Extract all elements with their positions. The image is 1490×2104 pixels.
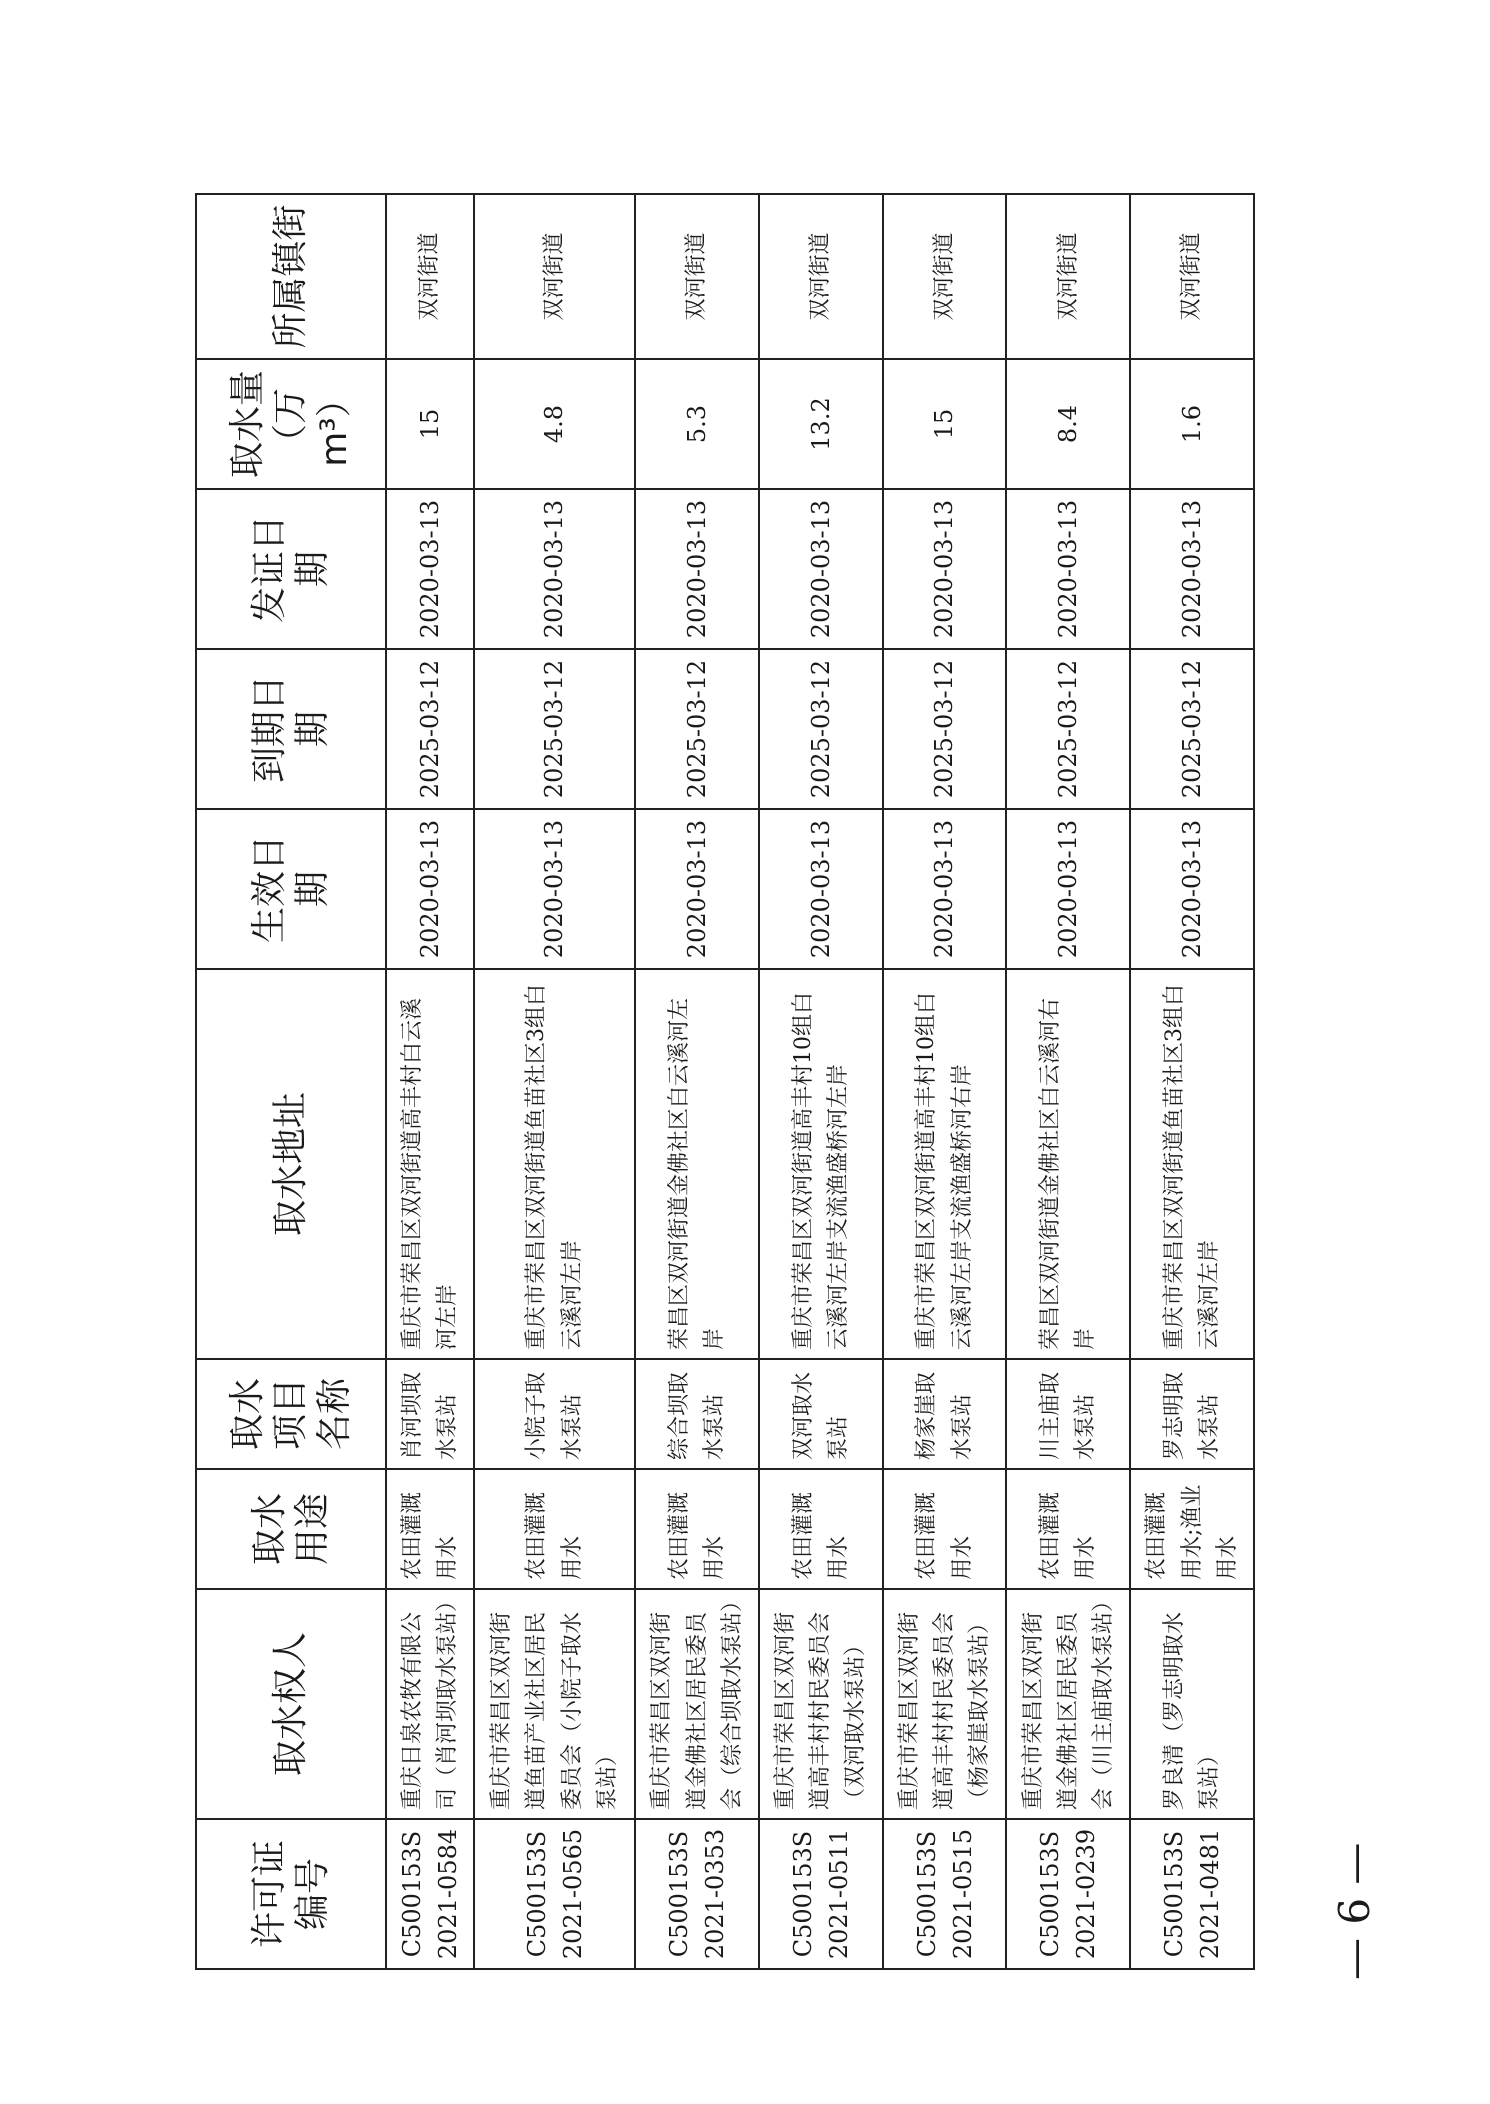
- cell-usage: 农田灌溉用水: [474, 1469, 635, 1589]
- cell-volume: 5.3: [635, 359, 759, 489]
- header-row: [196, 194, 386, 1969]
- cell-permit-no: C500153S2021-0511: [759, 1819, 883, 1969]
- table-row: [635, 194, 759, 1969]
- cell-holder: 重庆市荣昌区双河街道金佛社区居民委员会（川主庙取水泵站）: [1006, 1589, 1130, 1819]
- cell-effective-date: 2020-03-13: [474, 809, 635, 969]
- cell-town: 双河街道: [1006, 194, 1130, 359]
- cell-holder: 重庆市荣昌区双河街道鱼苗产业社区居民委员会（小院子取水泵站）: [474, 1589, 635, 1819]
- table-row: [386, 194, 474, 1969]
- rotated-table-container: [195, 195, 1255, 1970]
- cell-volume: 1.6: [1130, 359, 1254, 489]
- table-row: [883, 194, 1007, 1969]
- cell-town: 双河街道: [759, 194, 883, 359]
- cell-volume: 13.2: [759, 359, 883, 489]
- cell-permit-no: C500153S2021-0239: [1006, 1819, 1130, 1969]
- cell-effective-date: 2020-03-13: [759, 809, 883, 969]
- cell-town: 双河街道: [635, 194, 759, 359]
- cell-permit-no: C500153S2021-0515: [883, 1819, 1007, 1969]
- cell-address: 重庆市荣昌区双河街道鱼苗社区3组白云溪河左岸: [1130, 969, 1254, 1359]
- cell-address: 重庆市荣昌区双河街道高丰村白云溪河左岸: [386, 969, 474, 1359]
- cell-permit-no: C500153S2021-0584: [386, 1819, 474, 1969]
- header-permit-no: 许可证编号: [196, 1819, 386, 1969]
- cell-permit-no: C500153S2021-0353: [635, 1819, 759, 1969]
- cell-usage: 农田灌溉用水: [759, 1469, 883, 1589]
- cell-volume: 15: [883, 359, 1007, 489]
- cell-volume: 15: [386, 359, 474, 489]
- cell-issue-date: 2020-03-13: [883, 489, 1007, 649]
- cell-expiry-date: 2025-03-12: [1006, 649, 1130, 809]
- cell-address: 重庆市荣昌区双河街道鱼苗社区3组白云溪河左岸: [474, 969, 635, 1359]
- cell-expiry-date: 2025-03-12: [883, 649, 1007, 809]
- header-project: 取水项目名称: [196, 1359, 386, 1469]
- table-row: [474, 194, 635, 1969]
- cell-project: 杨家崖取水泵站: [883, 1359, 1007, 1469]
- cell-permit-no: C500153S2021-0481: [1130, 1819, 1254, 1969]
- cell-address: 重庆市荣昌区双河街道高丰村10组白云溪河左岸支流渔盛桥河右岸: [883, 969, 1007, 1359]
- header-expiry-date: 到期日期: [196, 649, 386, 809]
- cell-issue-date: 2020-03-13: [759, 489, 883, 649]
- cell-effective-date: 2020-03-13: [1006, 809, 1130, 969]
- table-row: [1130, 194, 1254, 1969]
- cell-town: 双河街道: [474, 194, 635, 359]
- cell-address: 重庆市荣昌区双河街道高丰村10组白云溪河左岸支流渔盛桥河左岸: [759, 969, 883, 1359]
- header-effective-date: 生效日期: [196, 809, 386, 969]
- cell-holder: 重庆市荣昌区双河街道高丰村村民委员会（杨家崖取水泵站）: [883, 1589, 1007, 1819]
- cell-expiry-date: 2025-03-12: [635, 649, 759, 809]
- header-issue-date: 发证日期: [196, 489, 386, 649]
- cell-town: 双河街道: [883, 194, 1007, 359]
- cell-effective-date: 2020-03-13: [883, 809, 1007, 969]
- page-number: — 6 —: [1330, 1842, 1379, 1980]
- cell-project: 川主庙取水泵站: [1006, 1359, 1130, 1469]
- cell-expiry-date: 2025-03-12: [474, 649, 635, 809]
- cell-usage: 农田灌溉用水: [1006, 1469, 1130, 1589]
- header-town: 所属镇街: [196, 194, 386, 359]
- cell-project: 小院子取水泵站: [474, 1359, 635, 1469]
- cell-usage: 农田灌溉用水: [386, 1469, 474, 1589]
- cell-permit-no: C500153S2021-0565: [474, 1819, 635, 1969]
- header-address: 取水地址: [196, 969, 386, 1359]
- cell-issue-date: 2020-03-13: [474, 489, 635, 649]
- cell-town: 双河街道: [386, 194, 474, 359]
- cell-expiry-date: 2025-03-12: [1130, 649, 1254, 809]
- cell-project: 双河取水泵站: [759, 1359, 883, 1469]
- cell-expiry-date: 2025-03-12: [386, 649, 474, 809]
- header-volume: 取水量（万m³）: [196, 359, 386, 489]
- header-usage: 取水用途: [196, 1469, 386, 1589]
- cell-holder: 罗良清（罗志明取水泵站）: [1130, 1589, 1254, 1819]
- header-holder: 取水权人: [196, 1589, 386, 1819]
- cell-project: 罗志明取水泵站: [1130, 1359, 1254, 1469]
- cell-town: 双河街道: [1130, 194, 1254, 359]
- cell-volume: 8.4: [1006, 359, 1130, 489]
- cell-holder: 重庆日泉农牧有限公司（肖河坝取水泵站）: [386, 1589, 474, 1819]
- cell-volume: 4.8: [474, 359, 635, 489]
- cell-project: 肖河坝取水泵站: [386, 1359, 474, 1469]
- cell-project: 综合坝取水泵站: [635, 1359, 759, 1469]
- cell-effective-date: 2020-03-13: [1130, 809, 1254, 969]
- cell-usage: 农田灌溉用水;渔业用水: [1130, 1469, 1254, 1589]
- cell-expiry-date: 2025-03-12: [759, 649, 883, 809]
- table-row: [759, 194, 883, 1969]
- cell-address: 荣昌区双河街道金佛社区白云溪河右岸: [1006, 969, 1130, 1359]
- cell-issue-date: 2020-03-13: [1130, 489, 1254, 649]
- cell-issue-date: 2020-03-13: [1006, 489, 1130, 649]
- table-row: [1006, 194, 1130, 1969]
- cell-address: 荣昌区双河街道金佛社区白云溪河左岸: [635, 969, 759, 1359]
- cell-usage: 农田灌溉用水: [883, 1469, 1007, 1589]
- water-permit-table: [195, 193, 1255, 1970]
- cell-holder: 重庆市荣昌区双河街道金佛社区居民委员会（综合坝取水泵站）: [635, 1589, 759, 1819]
- cell-issue-date: 2020-03-13: [635, 489, 759, 649]
- cell-issue-date: 2020-03-13: [386, 489, 474, 649]
- cell-effective-date: 2020-03-13: [635, 809, 759, 969]
- cell-holder: 重庆市荣昌区双河街道高丰村村民委员会（双河取水泵站）: [759, 1589, 883, 1819]
- cell-effective-date: 2020-03-13: [386, 809, 474, 969]
- cell-usage: 农田灌溉用水: [635, 1469, 759, 1589]
